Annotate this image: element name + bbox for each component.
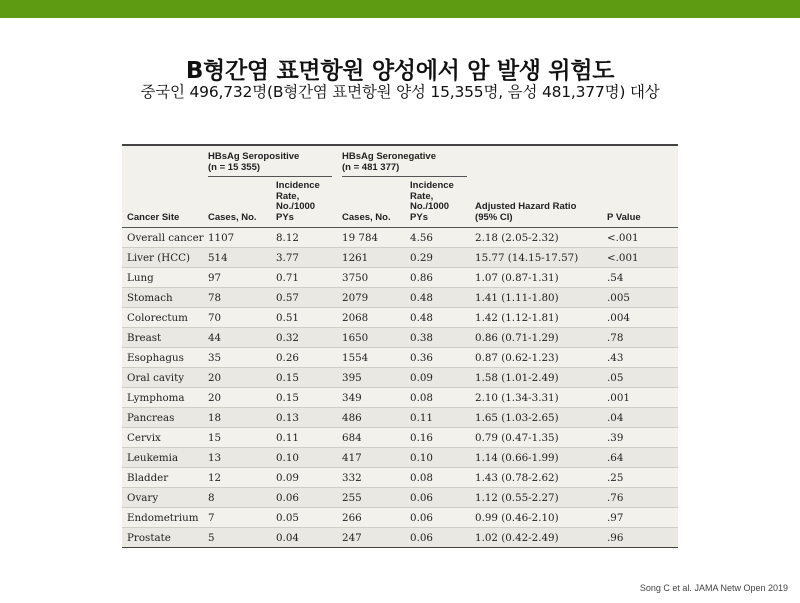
cell-neg-incidence: 0.36 [410, 348, 475, 368]
group-header-seronegative: HBsAg Seronegative (n = 481 377) [342, 146, 467, 177]
cell-pos-cases: 5 [208, 528, 276, 548]
cell-pos-incidence: 0.05 [276, 508, 342, 528]
cell-cancer-site: Stomach [122, 288, 208, 308]
slide-title: B형간염 표면항원 양성에서 암 발생 위험도 [185, 58, 615, 84]
cell-hazard-ratio: 1.41 (1.11-1.80) [475, 288, 607, 308]
cell-p-value: .43 [607, 348, 678, 368]
cell-cancer-site: Lung [122, 268, 208, 288]
results-table [122, 146, 678, 547]
cell-pos-cases: 13 [208, 448, 276, 468]
cell-cancer-site: Endometrium [122, 508, 208, 528]
cell-neg-cases: 266 [342, 508, 410, 528]
cell-pos-incidence: 0.71 [276, 268, 342, 288]
slide-subtitle: 중국인 496,732명(B형간염 표면항원 양성 15,355명, 음성 481,377명) 대상 [140, 83, 660, 101]
cell-pos-incidence: 0.15 [276, 368, 342, 388]
table-row [122, 268, 678, 288]
cell-neg-incidence: 0.06 [410, 508, 475, 528]
citation: Song C et al. JAMA Netw Open 2019 [639, 583, 788, 593]
cell-cancer-site: Overall cancer [122, 228, 208, 248]
cell-neg-cases: 2079 [342, 288, 410, 308]
table-row [122, 388, 678, 408]
cell-pos-cases: 44 [208, 328, 276, 348]
cell-cancer-site: Lymphoma [122, 388, 208, 408]
cell-cancer-site: Leukemia [122, 448, 208, 468]
top-accent-bar [0, 0, 800, 18]
cell-pos-cases: 514 [208, 248, 276, 268]
cell-pos-incidence: 0.04 [276, 528, 342, 548]
cell-cancer-site: Bladder [122, 468, 208, 488]
header-spacer [122, 146, 208, 177]
cell-pos-incidence: 3.77 [276, 248, 342, 268]
cell-hazard-ratio: 1.12 (0.55-2.27) [475, 488, 607, 508]
cell-cancer-site: Oral cavity [122, 368, 208, 388]
cell-p-value: .97 [607, 508, 678, 528]
cell-neg-cases: 684 [342, 428, 410, 448]
cell-cancer-site: Pancreas [122, 408, 208, 428]
cell-neg-incidence: 0.29 [410, 248, 475, 268]
table-row [122, 428, 678, 448]
cell-hazard-ratio: 0.99 (0.46-2.10) [475, 508, 607, 528]
cell-cancer-site: Breast [122, 328, 208, 348]
col-header-p-value: P Value [607, 211, 641, 223]
col-header-pos-cases: Cases, No. [208, 211, 257, 223]
cell-neg-incidence: 4.56 [410, 228, 475, 248]
table-row [122, 288, 678, 308]
cell-p-value: .001 [607, 388, 678, 408]
cell-neg-cases: 395 [342, 368, 410, 388]
cell-pos-incidence: 0.51 [276, 308, 342, 328]
results-table-panel [122, 144, 678, 548]
cell-p-value: <.001 [607, 248, 678, 268]
cell-neg-incidence: 0.86 [410, 268, 475, 288]
cell-neg-cases: 1650 [342, 328, 410, 348]
cell-pos-cases: 7 [208, 508, 276, 528]
cell-pos-incidence: 0.32 [276, 328, 342, 348]
cell-p-value: .04 [607, 408, 678, 428]
table-row [122, 368, 678, 388]
cell-neg-incidence: 0.10 [410, 448, 475, 468]
cell-neg-cases: 332 [342, 468, 410, 488]
cell-cancer-site: Cervix [122, 428, 208, 448]
cell-hazard-ratio: 1.14 (0.66-1.99) [475, 448, 607, 468]
cell-hazard-ratio: 2.18 (2.05-2.32) [475, 228, 607, 248]
cell-pos-cases: 15 [208, 428, 276, 448]
cell-neg-incidence: 0.48 [410, 288, 475, 308]
cell-pos-cases: 18 [208, 408, 276, 428]
col-header-neg-cases: Cases, No. [342, 211, 391, 223]
col-header-pos-incidence: Incidence Rate, No./1000 PYs [276, 180, 320, 223]
cell-pos-incidence: 0.13 [276, 408, 342, 428]
group-header-seropositive: HBsAg Seropositive (n = 15 355) [208, 146, 332, 177]
cell-neg-cases: 247 [342, 528, 410, 548]
cell-cancer-site: Prostate [122, 528, 208, 548]
cell-pos-cases: 20 [208, 368, 276, 388]
table-row [122, 448, 678, 468]
cell-hazard-ratio: 0.79 (0.47-1.35) [475, 428, 607, 448]
cell-hazard-ratio: 1.02 (0.42-2.49) [475, 528, 607, 548]
cell-pos-cases: 70 [208, 308, 276, 328]
cell-pos-cases: 97 [208, 268, 276, 288]
cell-pos-cases: 20 [208, 388, 276, 408]
cell-neg-incidence: 0.38 [410, 328, 475, 348]
cell-p-value: .005 [607, 288, 678, 308]
col-header-hazard-ratio: Adjusted Hazard Ratio (95% CI) [475, 201, 577, 223]
cell-p-value: .76 [607, 488, 678, 508]
cell-pos-cases: 12 [208, 468, 276, 488]
cell-p-value: <.001 [607, 228, 678, 248]
cell-pos-incidence: 0.11 [276, 428, 342, 448]
cell-neg-incidence: 0.11 [410, 408, 475, 428]
table-row [122, 528, 678, 548]
cell-neg-cases: 2068 [342, 308, 410, 328]
cell-pos-cases: 1107 [208, 228, 276, 248]
cell-neg-cases: 1554 [342, 348, 410, 368]
table-row [122, 408, 678, 428]
cell-pos-cases: 35 [208, 348, 276, 368]
col-header-neg-incidence: Incidence Rate, No./1000 PYs [410, 180, 454, 223]
table-row [122, 488, 678, 508]
cell-cancer-site: Esophagus [122, 348, 208, 368]
cell-pos-incidence: 0.57 [276, 288, 342, 308]
cell-pos-incidence: 0.15 [276, 388, 342, 408]
cell-pos-incidence: 0.09 [276, 468, 342, 488]
cell-neg-cases: 1261 [342, 248, 410, 268]
table-row [122, 248, 678, 268]
cell-neg-incidence: 0.06 [410, 528, 475, 548]
cell-p-value: .05 [607, 368, 678, 388]
cell-pos-incidence: 0.26 [276, 348, 342, 368]
cell-cancer-site: Liver (HCC) [122, 248, 208, 268]
table-row [122, 328, 678, 348]
cell-neg-incidence: 0.09 [410, 368, 475, 388]
cell-neg-incidence: 0.06 [410, 488, 475, 508]
cell-p-value: .96 [607, 528, 678, 548]
cell-hazard-ratio: 1.43 (0.78-2.62) [475, 468, 607, 488]
cell-cancer-site: Ovary [122, 488, 208, 508]
cell-neg-incidence: 0.08 [410, 388, 475, 408]
cell-neg-incidence: 0.16 [410, 428, 475, 448]
cell-neg-cases: 19 784 [342, 228, 410, 248]
cell-hazard-ratio: 1.65 (1.03-2.65) [475, 408, 607, 428]
table-row [122, 228, 678, 248]
cell-hazard-ratio: 1.58 (1.01-2.49) [475, 368, 607, 388]
cell-neg-cases: 255 [342, 488, 410, 508]
cell-hazard-ratio: 0.86 (0.71-1.29) [475, 328, 607, 348]
table-row [122, 508, 678, 528]
cell-neg-incidence: 0.08 [410, 468, 475, 488]
cell-hazard-ratio: 1.42 (1.12-1.81) [475, 308, 607, 328]
results-table-body [122, 228, 678, 548]
table-row [122, 308, 678, 328]
cell-pos-incidence: 0.06 [276, 488, 342, 508]
cell-pos-cases: 78 [208, 288, 276, 308]
table-row [122, 468, 678, 488]
cell-p-value: .25 [607, 468, 678, 488]
cell-hazard-ratio: 0.87 (0.62-1.23) [475, 348, 607, 368]
table-row [122, 348, 678, 368]
col-header-cancer-site: Cancer Site [127, 211, 180, 223]
cell-pos-cases: 8 [208, 488, 276, 508]
cell-cancer-site: Colorectum [122, 308, 208, 328]
cell-hazard-ratio: 15.77 (14.15-17.57) [475, 248, 607, 268]
cell-hazard-ratio: 2.10 (1.34-3.31) [475, 388, 607, 408]
cell-neg-incidence: 0.48 [410, 308, 475, 328]
cell-pos-incidence: 0.10 [276, 448, 342, 468]
cell-p-value: .64 [607, 448, 678, 468]
cell-p-value: .004 [607, 308, 678, 328]
cell-p-value: .78 [607, 328, 678, 348]
cell-p-value: .54 [607, 268, 678, 288]
cell-hazard-ratio: 1.07 (0.87-1.31) [475, 268, 607, 288]
cell-neg-cases: 417 [342, 448, 410, 468]
cell-neg-cases: 349 [342, 388, 410, 408]
cell-pos-incidence: 8.12 [276, 228, 342, 248]
cell-neg-cases: 486 [342, 408, 410, 428]
cell-p-value: .39 [607, 428, 678, 448]
cell-neg-cases: 3750 [342, 268, 410, 288]
